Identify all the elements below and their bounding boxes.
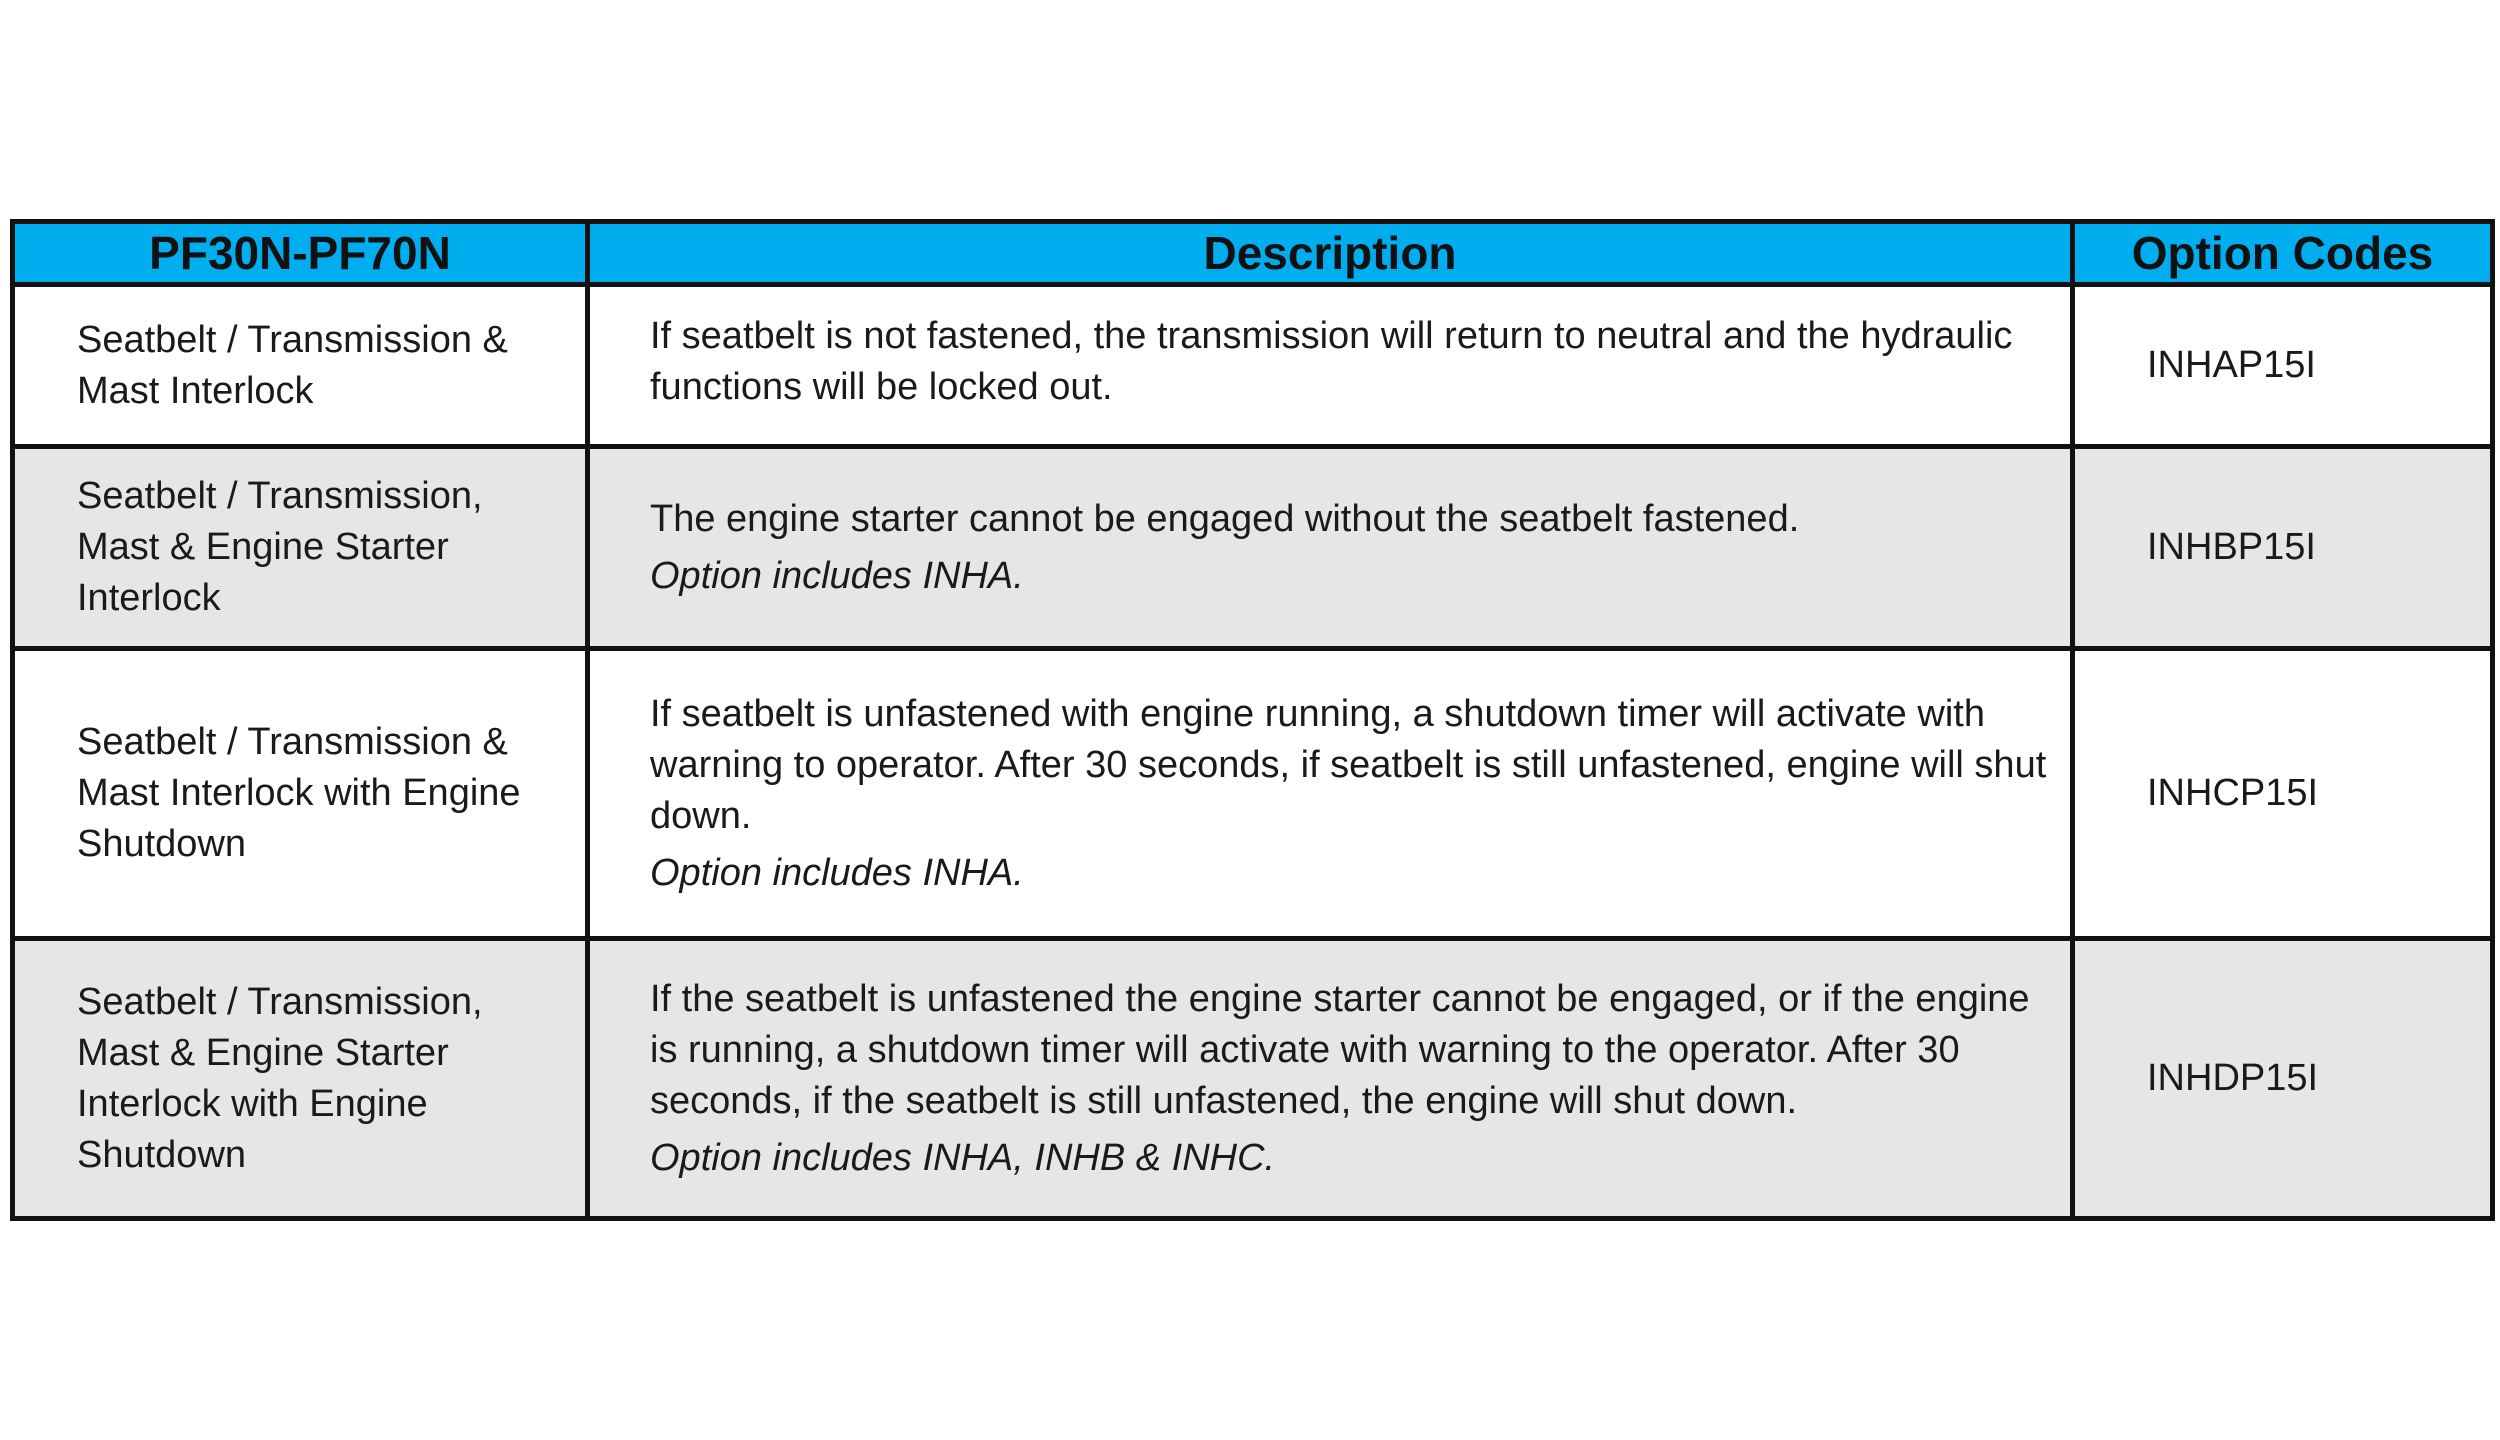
header-model: PF30N-PF70N <box>13 222 588 285</box>
description-text: If seatbelt is not fastened, the transmission will return to neutral and the hydraulic functions will be locked out. <box>650 314 2013 408</box>
header-option-codes: Option Codes <box>2073 222 2493 285</box>
option-code-cell: INHDP15I <box>2073 939 2493 1219</box>
description-text: If seatbelt is unfastened with engine running, a shutdown timer will activate with warning to operator. After 30 seconds, if seatbelt is still unfastened, engine will shut down. <box>650 692 2047 837</box>
header-description: Description <box>588 222 2073 285</box>
description-cell <box>588 447 2073 649</box>
table-header-row <box>13 222 2493 285</box>
table-row <box>13 447 2493 649</box>
description-cell <box>588 285 2073 447</box>
option-codes-table <box>10 219 2495 1221</box>
option-code-cell: INHBP15I <box>2073 447 2493 649</box>
feature-cell: Seatbelt / Transmission & Mast Interlock with Engine Shutdown <box>13 649 588 939</box>
description-note: Option includes INHA. <box>650 851 1024 894</box>
feature-cell: Seatbelt / Transmission & Mast Interlock <box>13 285 588 447</box>
table-row <box>13 939 2493 1219</box>
description-cell <box>588 939 2073 1219</box>
description-note: Option includes INHA, INHB & INHC. <box>650 1136 1276 1179</box>
table-row <box>13 285 2493 447</box>
description-cell <box>588 649 2073 939</box>
table-row <box>13 649 2493 939</box>
feature-cell: Seatbelt / Transmission, Mast & Engine Starter Interlock with Engine Shutdown <box>13 939 588 1219</box>
option-code-cell: INHCP15I <box>2073 649 2493 939</box>
feature-cell: Seatbelt / Transmission, Mast & Engine Starter Interlock <box>13 447 588 649</box>
description-text: If the seatbelt is unfastened the engine starter cannot be engaged, or if the engine is running, a shutdown timer will activate with warning to the operator. After 30 seconds, if the seatbelt is still unfastened, the engine will shut down. <box>650 977 2030 1122</box>
option-code-cell: INHAP15I <box>2073 285 2493 447</box>
description-text: The engine starter cannot be engaged without the seatbelt fastened. <box>650 497 1800 540</box>
description-note: Option includes INHA. <box>650 554 1024 597</box>
